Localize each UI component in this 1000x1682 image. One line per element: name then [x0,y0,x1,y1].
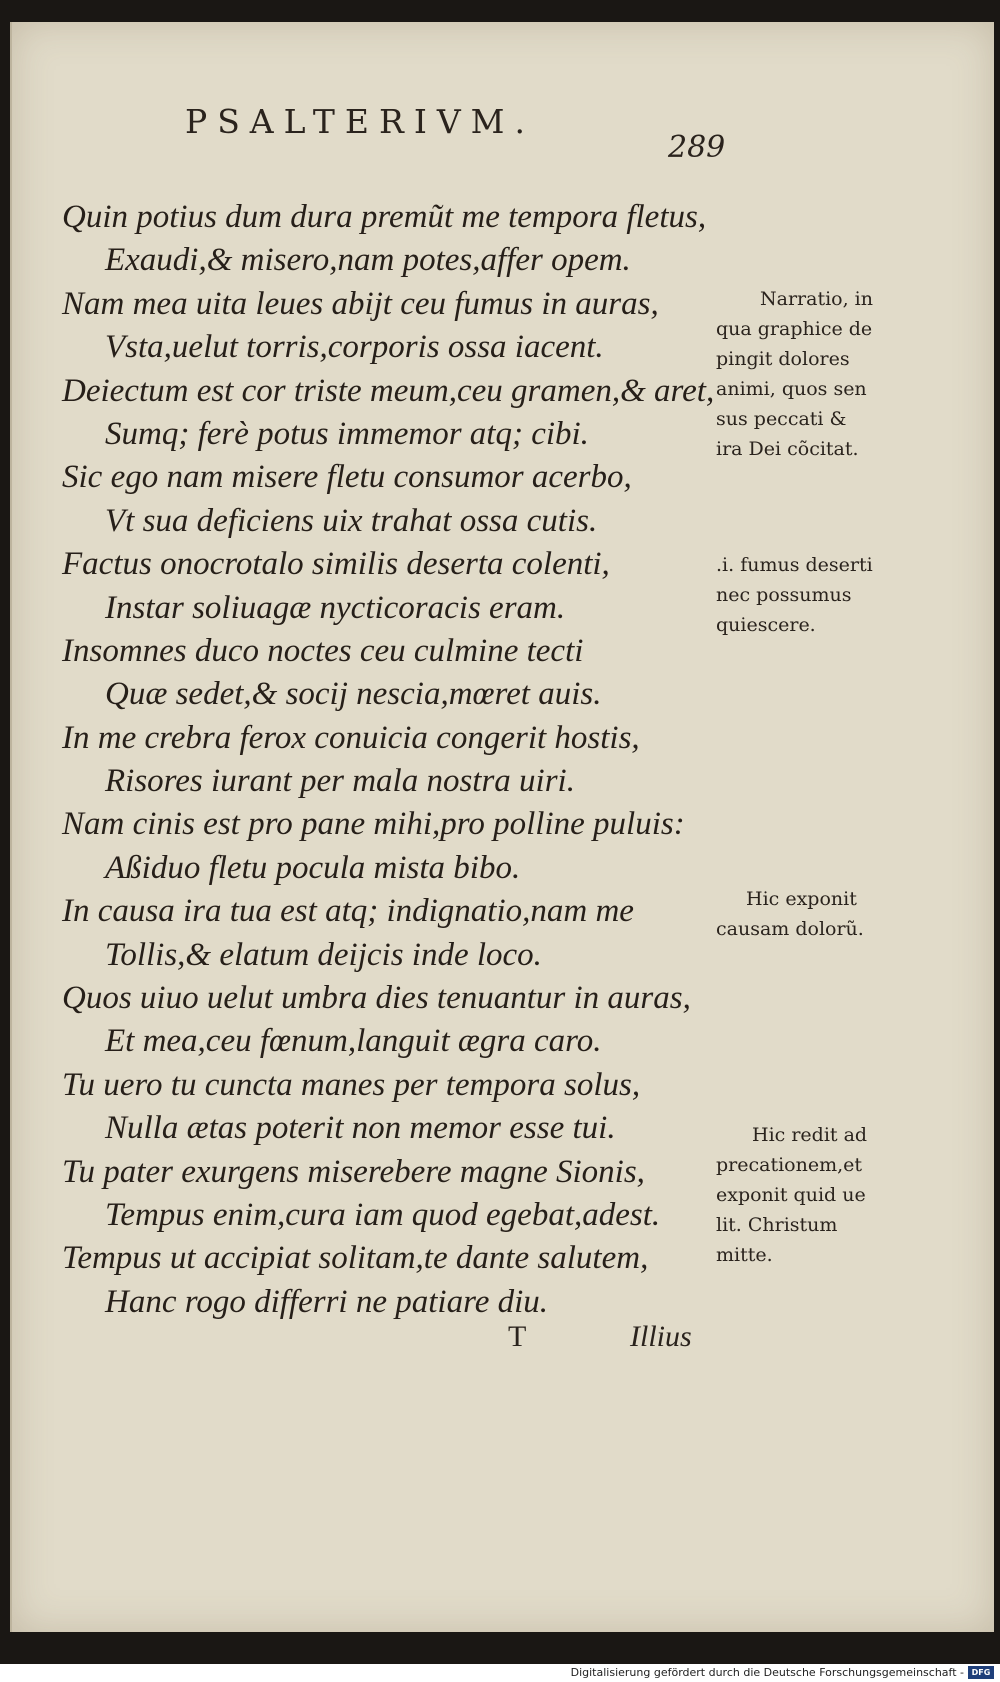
note-line: Hic exponit [746,888,857,910]
verse-block [62,196,715,1324]
dfg-logo-icon: DFG [968,1666,994,1679]
verse-line: In me crebra ferox conuicia congerit hostis, [62,719,640,756]
note-line: quiescere. [716,614,816,636]
note-line: Narratio, in [760,288,873,310]
verse-line: Quin potius dum dura premũt me tempora fletus, [62,199,707,235]
marginal-note-causa [716,884,926,944]
note-line: mitte. [716,1244,773,1266]
verse-line: Tempus enim,cura iam quod egebat,adest. [105,1196,661,1233]
running-title: PSALTERIVM. [185,102,535,141]
verse-line: Risores iurant per mala nostra uiri. [105,763,575,800]
verse-line: Quos uiuo uelut umbra dies tenuantur in auras, [62,980,691,1017]
verse-line: Nam cinis est pro pane mihi,pro polline puluis: [62,806,685,843]
page-number: 289 [668,130,726,165]
verse-line: Nulla ætas poterit non memor esse tui. [105,1110,616,1147]
note-line: nec possumus [716,584,852,606]
note-line: exponit quid ue [716,1184,866,1206]
verse-line: Et mea,ceu fœnum,languit ægra caro. [105,1023,602,1060]
marginal-note-precatio [716,1120,926,1270]
note-line: lit. Christum [716,1214,838,1236]
note-line: precationem,et [716,1154,863,1176]
verse-line: Sic ego nam misere fletu consumor acerbo, [62,459,632,496]
note-line: Hic redit ad [752,1124,868,1146]
verse-line: Instar soliuagæ nycticoracis eram. [105,589,566,626]
verse-line: Exaudi,& misero,nam potes,affer opem. [105,242,631,279]
digitization-credit: Digitalisierung gefördert durch die Deutsche Forschungsgemeinschaft - [570,1666,964,1679]
verse-line: Insomnes duco noctes ceu culmine tecti [62,632,584,669]
note-line: ira Dei cõcitat. [716,438,859,460]
verse-line: Aßiduo fletu pocula mista bibo. [105,849,521,886]
note-line: pingit dolores [716,348,850,370]
verse-line: Tollis,& elatum deijcis inde loco. [105,936,542,973]
verse-line: Vt sua deficiens uix trahat ossa cutis. [105,502,598,539]
verse-line: Factus onocrotalo similis deserta colenti, [62,546,610,583]
verse-line: Sumq; ferè potus immemor atq; cibi. [105,415,589,452]
marginal-note-narratio [716,284,926,464]
marginal-note-fumus [716,550,926,640]
verse-line: In causa ira tua est atq; indignatio,nam me [62,893,634,930]
verse-line: Vsta,uelut torris,corporis ossa iacent. [105,329,604,366]
verse-line: Tu pater exurgens miserebere magne Sionis, [62,1153,645,1190]
note-line: .i. fumus deserti [716,554,873,576]
verse-line: Hanc rogo differri ne patiare diu. [105,1283,549,1320]
catchword: Illius [630,1320,692,1353]
verse-line: Tempus ut accipiat solitam,te dante salutem, [62,1240,649,1277]
verse-line: Tu uero tu cuncta manes per tempora solus, [62,1066,641,1103]
verse-line: Quæ sedet,& socij nescia,mœret auis. [105,676,602,713]
verse-line: Deiectum est cor triste meum,ceu gramen,& aret, [62,372,715,409]
note-line: sus peccati & [716,408,847,430]
signature-mark: T [508,1320,527,1353]
verse-line: Nam mea uita leues abijt ceu fumus in auras, [62,285,659,322]
note-line: causam dolorũ. [716,918,864,940]
note-line: animi, quos sen [716,378,867,400]
note-line: qua graphice de [716,318,873,340]
